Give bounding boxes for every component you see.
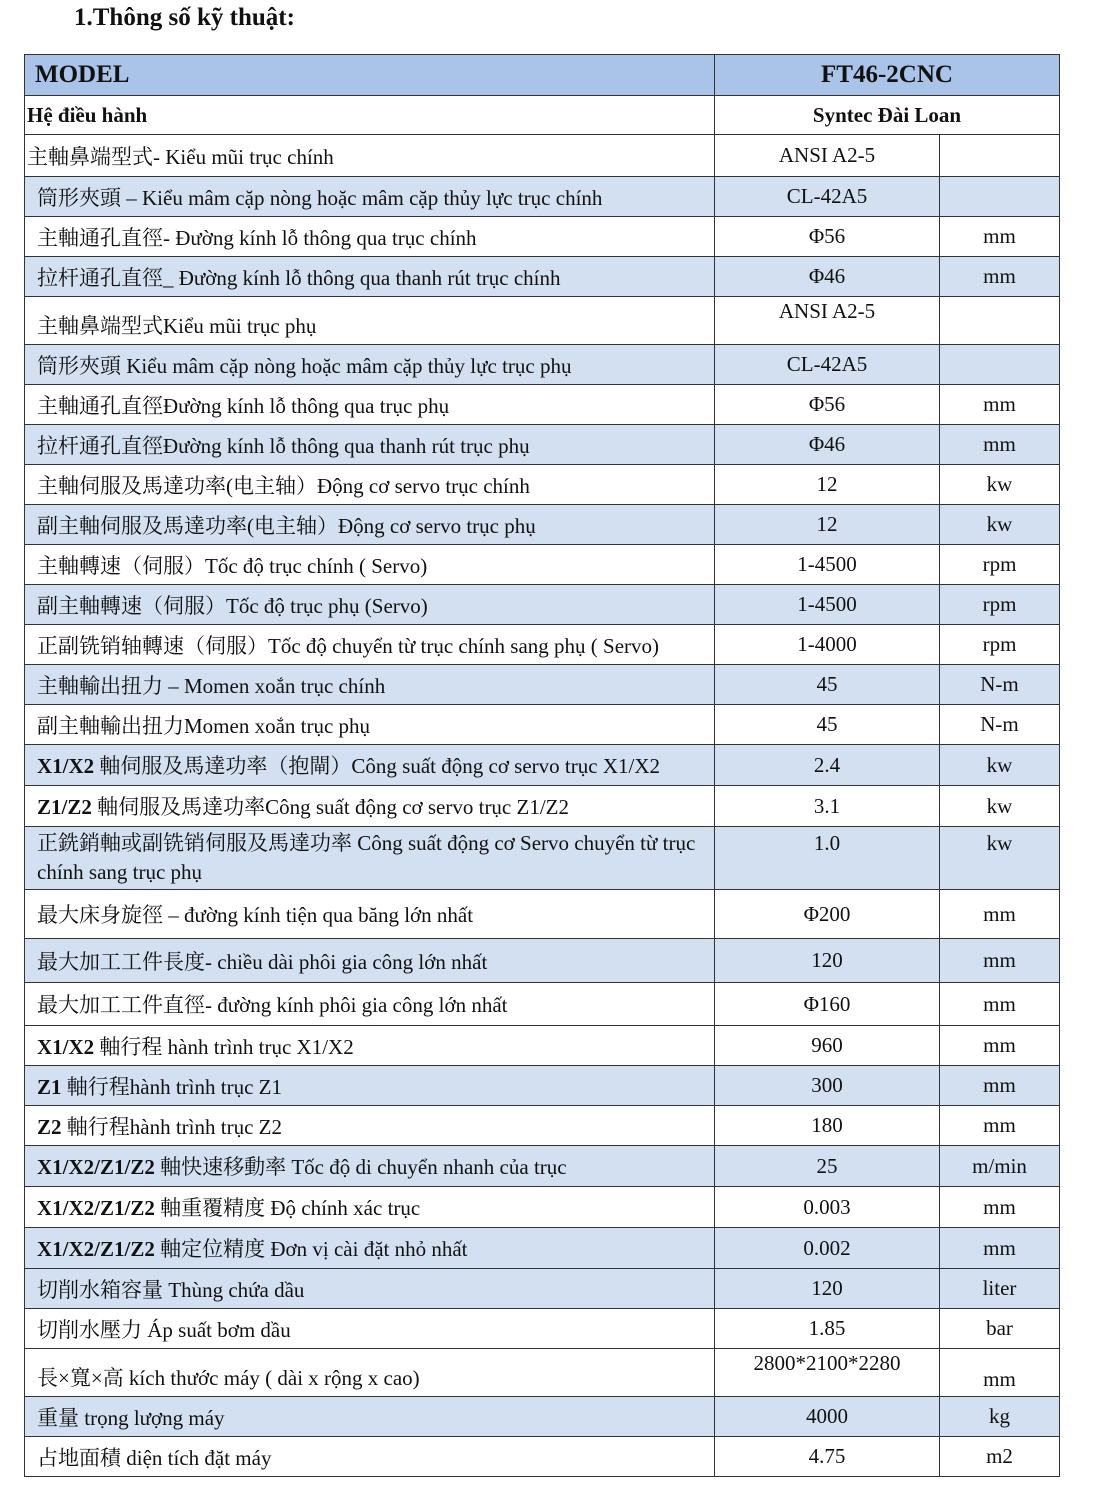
spec-value: 12 — [715, 505, 940, 545]
spec-label — [25, 1066, 715, 1106]
table-row — [25, 1106, 1060, 1146]
spec-value: 1.85 — [715, 1309, 940, 1349]
spec-label — [25, 505, 715, 545]
spec-label — [25, 1026, 715, 1066]
spec-label-text: 最大床身旋徑 – đường kính tiện qua băng lớn nhất — [37, 903, 474, 927]
spec-value: 4.75 — [715, 1437, 940, 1477]
spec-label-text: 最大加工工件長度- chiều dài phôi gia công lớn nhất — [37, 949, 488, 974]
spec-label-text: 軸行程hành trình trục Z2 — [61, 1114, 282, 1139]
os-row — [25, 96, 1060, 135]
section-heading: 1.Thông số kỹ thuật: — [74, 4, 295, 31]
model-value: FT46-2CNC — [715, 55, 1060, 96]
axis-name: X1/X2 — [37, 754, 95, 778]
spec-label — [25, 585, 715, 625]
spec-value: Φ46 — [715, 257, 940, 297]
spec-label — [25, 1269, 715, 1309]
table-row — [25, 217, 1060, 257]
spec-value: Φ46 — [715, 425, 940, 465]
spec-value: 1-4500 — [715, 545, 940, 585]
spec-unit: mm — [940, 385, 1060, 425]
spec-label-text: 最大加工工件直徑- đường kính phôi gia công lớn nhất — [37, 993, 508, 1017]
spec-label-text: 拉杆通孔直徑_ Đường kính lỗ thông qua thanh rút trục chính — [37, 265, 561, 290]
spec-label-text: 軸行程 hành trình trục X1/X2 — [94, 1034, 354, 1059]
table-row — [25, 425, 1060, 465]
spec-label-text: 軸伺服及馬達功率Công suất động cơ servo trục Z1/Z2 — [91, 795, 569, 819]
axis-name: Z1/Z2 — [37, 795, 92, 819]
spec-unit: kg — [940, 1397, 1060, 1437]
axis-name: X1/X2 — [37, 1034, 95, 1059]
spec-value: 1-4000 — [715, 625, 940, 665]
spec-label-text: 副主軸伺服及馬達功率(电主轴）Động cơ servo trục phụ — [37, 513, 536, 538]
spec-value: Φ160 — [715, 983, 940, 1026]
spec-unit: N-m — [940, 665, 1060, 705]
spec-unit: mm — [940, 1026, 1060, 1066]
table-row — [25, 385, 1060, 425]
spec-label — [25, 1106, 715, 1146]
spec-label — [25, 705, 715, 745]
spec-label — [25, 465, 715, 505]
axis-name: X1/X2/Z1/Z2 — [37, 1196, 155, 1220]
spec-value: 0.002 — [715, 1228, 940, 1269]
os-label: Hệ điều hành — [25, 96, 715, 135]
table-row — [25, 1437, 1060, 1477]
spec-label — [25, 545, 715, 585]
spec-label — [25, 625, 715, 665]
table-row — [25, 257, 1060, 297]
table-row — [25, 827, 1060, 890]
spec-value: Φ200 — [715, 890, 940, 939]
table-row — [25, 177, 1060, 217]
spec-label-text: 拉杆通孔直徑Đường kính lỗ thông qua thanh rút trục phụ — [37, 433, 530, 458]
spec-label-text: 副主軸轉速（伺服）Tốc độ trục phụ (Servo) — [37, 593, 428, 618]
table-row — [25, 890, 1060, 939]
table-row — [25, 705, 1060, 745]
spec-label-text: 主軸轉速（伺服）Tốc độ trục chính ( Servo) — [37, 553, 428, 578]
spec-value: 2800*2100*2280 — [715, 1349, 940, 1397]
spec-value: CL-42A5 — [715, 177, 940, 217]
spec-unit: bar — [940, 1309, 1060, 1349]
spec-unit: mm — [940, 939, 1060, 983]
spec-label — [25, 939, 715, 983]
spec-label-text: 軸行程hành trình trục Z1 — [61, 1074, 282, 1099]
spec-label-text: 副主軸輸出扭力Momen xoắn trục phụ — [37, 713, 371, 738]
axis-name: Z1 — [37, 1074, 62, 1099]
axis-name: X1/X2/Z1/Z2 — [37, 1155, 155, 1179]
spec-value: 120 — [715, 939, 940, 983]
spec-label-text: 主軸鼻端型式Kiểu mũi trục phụ — [37, 314, 317, 338]
spec-unit: m/min — [940, 1146, 1060, 1187]
spec-unit — [940, 297, 1060, 345]
spec-unit: rpm — [940, 625, 1060, 665]
spec-unit: m2 — [940, 1437, 1060, 1477]
spec-label — [25, 345, 715, 385]
table-row — [25, 983, 1060, 1026]
spec-value: 12 — [715, 465, 940, 505]
spec-label — [25, 217, 715, 257]
table-row — [25, 939, 1060, 983]
spec-label — [25, 177, 715, 217]
spec-label-text: 主軸伺服及馬達功率(电主轴）Động cơ servo trục chính — [37, 473, 530, 498]
spec-unit: mm — [940, 1349, 1060, 1397]
spec-label-text: 主軸輸出扭力 – Momen xoắn trục chính — [37, 673, 386, 698]
spec-label — [25, 135, 715, 177]
table-row — [25, 786, 1060, 827]
spec-value: 2.4 — [715, 745, 940, 786]
spec-label-text: 正副铣销轴轉速（伺服）Tốc độ chuyển từ trục chính sang phụ ( Servo) — [37, 633, 660, 658]
spec-label-text: 切削水箱容量 Thùng chứa dầu — [37, 1277, 305, 1302]
spec-label-text: 軸重覆精度 Độ chính xác trục — [154, 1196, 421, 1220]
spec-value: 120 — [715, 1269, 940, 1309]
spec-unit: mm — [940, 1187, 1060, 1228]
spec-unit — [940, 135, 1060, 177]
spec-value: 25 — [715, 1146, 940, 1187]
table-row — [25, 1066, 1060, 1106]
spec-value: 1.0 — [715, 827, 940, 890]
spec-label — [25, 1397, 715, 1437]
spec-table — [24, 54, 1060, 1477]
spec-label — [25, 827, 715, 890]
spec-unit: rpm — [940, 545, 1060, 585]
table-row — [25, 135, 1060, 177]
table-row — [25, 345, 1060, 385]
spec-value: 4000 — [715, 1397, 940, 1437]
spec-label — [25, 1228, 715, 1269]
spec-label — [25, 425, 715, 465]
spec-value: 45 — [715, 705, 940, 745]
spec-label — [25, 745, 715, 786]
table-row — [25, 1349, 1060, 1397]
spec-label — [25, 1349, 715, 1397]
table-row — [25, 665, 1060, 705]
spec-label — [25, 983, 715, 1026]
spec-label — [25, 890, 715, 939]
spec-label — [25, 297, 715, 345]
spec-label-text: 長×寬×高 kích thước máy ( dài x rộng x cao) — [37, 1366, 420, 1390]
spec-label-text: 占地面積 diện tích đặt máy — [37, 1445, 272, 1470]
spec-label-text: 筒形夾頭 – Kiểu mâm cặp nòng hoặc mâm cặp thủy lực trục chính — [37, 185, 603, 210]
spec-label-text: 主軸通孔直徑- Đường kính lỗ thông qua trục chính — [37, 225, 477, 250]
spec-label — [25, 665, 715, 705]
spec-value: 300 — [715, 1066, 940, 1106]
spec-unit: mm — [940, 1228, 1060, 1269]
spec-label-text: 筒形夾頭 Kiểu mâm cặp nòng hoặc mâm cặp thủy lực trục phụ — [37, 353, 572, 378]
spec-unit: mm — [940, 257, 1060, 297]
spec-unit: N-m — [940, 705, 1060, 745]
spec-label-text: 軸伺服及馬達功率（抱閘）Công suất động cơ servo trục X1/X2 — [94, 754, 660, 778]
spec-unit — [940, 177, 1060, 217]
os-value: Syntec Đài Loan — [715, 96, 1060, 135]
table-row — [25, 1026, 1060, 1066]
spec-label-text: 軸快速移動率 Tốc độ di chuyển nhanh của trục — [154, 1155, 567, 1179]
spec-value: Φ56 — [715, 385, 940, 425]
spec-unit: kw — [940, 465, 1060, 505]
spec-unit: kw — [940, 745, 1060, 786]
table-row — [25, 1146, 1060, 1187]
spec-value: 960 — [715, 1026, 940, 1066]
spec-label-text: 重量 trọng lượng máy — [37, 1405, 225, 1430]
table-row — [25, 1187, 1060, 1228]
axis-name: X1/X2/Z1/Z2 — [37, 1237, 155, 1261]
table-row — [25, 1228, 1060, 1269]
spec-label-text: 主軸鼻端型式- Kiểu mũi trục chính — [27, 144, 334, 169]
spec-label-text: 正銑銷軸或副铣销伺服及馬達功率 Công suất động cơ Servo chuyển từ trục chính sang trục phụ — [37, 831, 696, 884]
spec-value: Φ56 — [715, 217, 940, 257]
spec-label — [25, 385, 715, 425]
spec-value: 3.1 — [715, 786, 940, 827]
spec-unit: kw — [940, 827, 1060, 890]
spec-label — [25, 1437, 715, 1477]
spec-unit: mm — [940, 1106, 1060, 1146]
table-header-row — [25, 55, 1060, 96]
spec-unit: kw — [940, 786, 1060, 827]
table-row — [25, 545, 1060, 585]
spec-value: ANSI A2-5 — [715, 297, 940, 345]
spec-unit: mm — [940, 1066, 1060, 1106]
spec-unit: rpm — [940, 585, 1060, 625]
table-row — [25, 297, 1060, 345]
spec-unit — [940, 345, 1060, 385]
spec-unit: kw — [940, 505, 1060, 545]
spec-value: ANSI A2-5 — [715, 135, 940, 177]
spec-unit: mm — [940, 983, 1060, 1026]
spec-unit: mm — [940, 890, 1060, 939]
table-row — [25, 465, 1060, 505]
table-row — [25, 1269, 1060, 1309]
table-row — [25, 505, 1060, 545]
spec-value: 0.003 — [715, 1187, 940, 1228]
spec-label-text: 主軸通孔直徑Đường kính lỗ thông qua trục phụ — [37, 393, 450, 418]
spec-label-text: 切削水壓力 Áp suất bơm dầu — [37, 1317, 291, 1342]
spec-label-text: 軸定位精度 Đơn vị cài đặt nhỏ nhất — [154, 1237, 468, 1261]
spec-value: 1-4500 — [715, 585, 940, 625]
spec-value: 180 — [715, 1106, 940, 1146]
spec-value: 45 — [715, 665, 940, 705]
spec-label — [25, 257, 715, 297]
spec-label — [25, 786, 715, 827]
spec-label — [25, 1309, 715, 1349]
table-row — [25, 625, 1060, 665]
table-row — [25, 585, 1060, 625]
spec-unit: liter — [940, 1269, 1060, 1309]
table-row — [25, 745, 1060, 786]
spec-label — [25, 1187, 715, 1228]
model-label: MODEL — [25, 55, 715, 96]
spec-unit: mm — [940, 217, 1060, 257]
axis-name: Z2 — [37, 1114, 62, 1139]
spec-label — [25, 1146, 715, 1187]
spec-value: CL-42A5 — [715, 345, 940, 385]
table-row — [25, 1309, 1060, 1349]
spec-unit: mm — [940, 425, 1060, 465]
table-row — [25, 1397, 1060, 1437]
